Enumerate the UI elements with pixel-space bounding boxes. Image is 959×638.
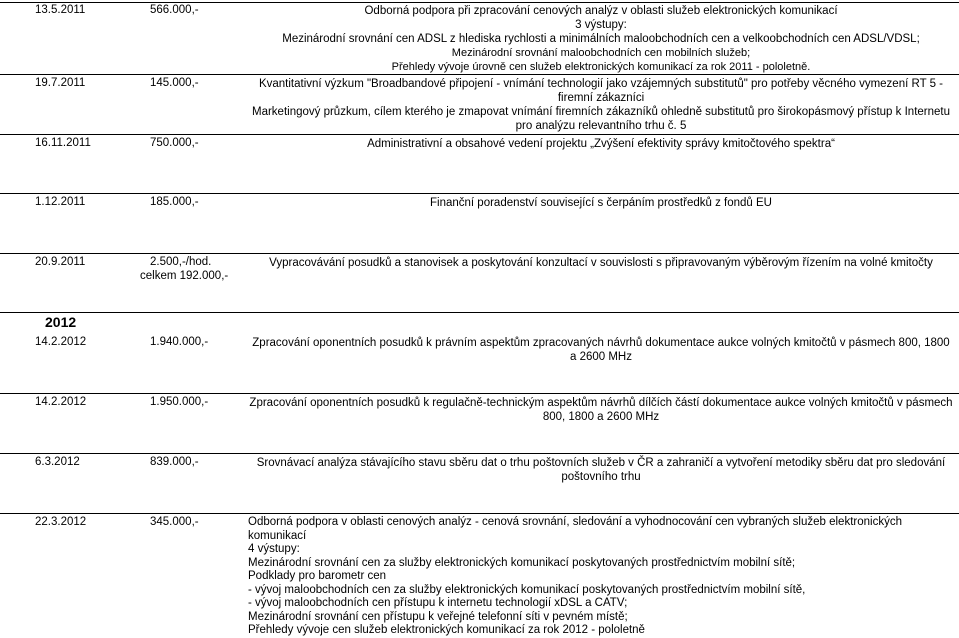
row-description: [248, 77, 954, 133]
description-line: Odborná podpora při zpracování cenových analýz v oblasti služeb elektronických komunikací: [364, 5, 838, 17]
row-date: 19.7.2011: [35, 77, 86, 89]
row-date: 14.2.2012: [35, 396, 87, 408]
description-line: 3 výstupy:: [575, 19, 627, 31]
row-date: 14.2.2012: [35, 336, 87, 348]
row-amount: 145.000,-: [150, 77, 199, 89]
description-line: Mezinárodní srovnání maloobchodních cen mobilních služeb;: [451, 47, 751, 59]
row-divider: [0, 253, 959, 254]
description-line: Mezinárodní srovnání cen přístupu k veřejné telefonní síti v pevném místě;: [248, 610, 628, 623]
description-line: Odborná podpora v oblasti cenových analýz - cenová srovnání, sledování a vyhodnocování cen vybraných služeb elektronických komunikací: [248, 516, 902, 542]
row-date: 16.11.2011: [35, 137, 91, 149]
row-divider: [0, 2, 959, 3]
row-date: 1.12.2011: [35, 196, 86, 208]
row-amount: 1.940.000,-: [150, 336, 209, 348]
description-line: Podklady pro barometr cen: [248, 570, 387, 582]
row-divider: [0, 393, 959, 394]
row-divider: [0, 513, 959, 514]
row-date: 20.9.2011: [35, 256, 86, 268]
row-amount: 1.950.000,-: [150, 396, 209, 408]
row-divider: [0, 453, 959, 454]
row-amount: 750.000,-: [150, 137, 199, 149]
row-amount: 185.000,-: [150, 196, 199, 208]
description-line: Mezinárodní srovnání cen za služby elektronických komunikací poskytovaných prostřednictvím mobilní sítě;: [248, 556, 796, 569]
row-description: [248, 336, 954, 364]
row-divider: [0, 74, 959, 75]
row-divider: [0, 193, 959, 194]
description-line: Srovnávací analýza stávajícího stavu sběru dat o trhu poštovních služeb v ČR a zahraničí a vytvoření metodiky sběru dat pro sledování poštovního trhu: [256, 457, 946, 483]
row-amount-total: celkem 192.000,-: [140, 270, 229, 282]
description-line: - vývoj maloobchodních cen přístupu k internetu technologií xDSL a CATV;: [248, 597, 628, 609]
row-amount: 2.500,-/hod.: [150, 256, 212, 268]
description-line: Zpracování oponentních posudků k právním aspektům zpracovaných návrhů dokumentace aukce volných kmitočtů v pásmech 800, 1800 a 2600 MHz: [252, 337, 950, 363]
year-heading: 2012: [45, 314, 77, 330]
row-description: [248, 4, 954, 74]
description-line: Mezinárodní srovnání cen ADSL z hlediska rychlosti a minimálních maloobchodních cen a velkoobchodních cen ADSL/VDSL;: [282, 33, 920, 45]
row-description: [248, 256, 954, 270]
row-description: [248, 396, 954, 424]
description-line: 4 výstupy:: [248, 543, 300, 555]
row-description: [248, 137, 954, 151]
row-date: 22.3.2012: [35, 516, 87, 528]
row-description: [248, 516, 954, 638]
row-amount: 839.000,-: [150, 456, 199, 468]
description-line: Vypracovávání posudků a stanovisek a poskytování konzultací v souvislosti s připravovaným výběrovým řízením na volné kmitočty: [269, 257, 933, 269]
row-divider: [0, 312, 959, 313]
description-line: Finanční poradenství související s čerpáním prostředků z fondů EU: [430, 197, 772, 209]
description-line: Zpracování oponentních posudků k regulačně-technickým aspektům návrhů dílčích částí dokumentace aukce volných kmitočtů v pásmech 800, 1800 a 2600 MHz: [249, 397, 953, 423]
description-line: - vývoj maloobchodních cen za služby elektronických komunikací poskytovaných prostřednictvím mobilní sítě,: [248, 583, 806, 596]
row-amount: 566.000,-: [150, 4, 199, 16]
row-description: [248, 196, 954, 210]
row-amount: 345.000,-: [150, 516, 199, 528]
description-line: Kvantitativní výzkum "Broadbandové připojení - vnímání technologií jako vzájemných substitutů" pro potřeby věcného vymezení RT 5 - firemní zákazníci: [258, 78, 944, 104]
row-description: [248, 456, 954, 484]
row-date: 6.3.2012: [35, 456, 80, 468]
description-line: Marketingový průzkum, cílem kterého je zmapovat vnímání firemních zákazníků ohledně substitutů pro širokopásmový přístup k Internetu pro analýzu relevantního trhu č. 5: [252, 106, 950, 132]
row-divider: [0, 134, 959, 135]
description-line: Přehledy vývoje úrovně cen služeb elektronických komunikací za rok 2011 - pololetně.: [391, 61, 811, 73]
description-line: Administrativní a obsahové vedení projektu „Zvýšení efektivity správy kmitočtového spektra“: [367, 138, 835, 150]
row-date: 13.5.2011: [35, 4, 86, 16]
description-line: Přehledy vývoje cen služeb elektronických komunikací za rok 2012 - pololetně: [248, 624, 645, 636]
